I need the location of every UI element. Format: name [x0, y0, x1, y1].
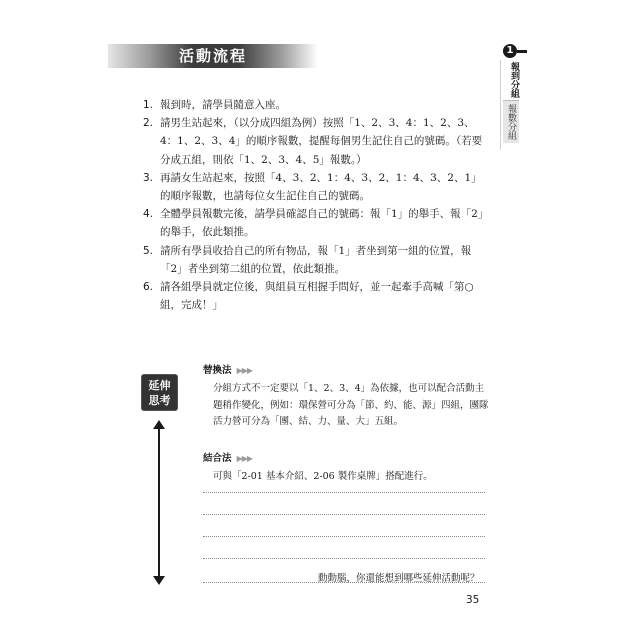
combine-method-title: 結合法 — [203, 453, 232, 464]
writing-line — [203, 558, 485, 559]
step-text: 全體學員報數完後，請學員確認自己的號碼：報「1」的舉手、報「2」的舉手，依此類推。 — [160, 208, 489, 239]
chapter-label: 報到分組 — [509, 62, 519, 98]
vertical-arrow-line — [158, 428, 160, 576]
alt-method-section — [203, 358, 491, 431]
activity-steps — [143, 96, 491, 314]
step-text: 請男生站起來，（以分成四組為例）按照「1、2、3、4：1、2、3、4：1、2、3、4」的順序報數，提醒每個男生記住自己的號碼。（若要分成五組，則依「1、2、3、4、5」報數。） — [160, 117, 483, 166]
step-text: 請所有學員收拾自己的所有物品，報「1」者坐到第一組的位置，報「2」者坐到第二組的位置，依此類推。 — [160, 244, 472, 275]
step-number: 6. — [143, 281, 154, 294]
writing-line — [203, 536, 485, 537]
step-item — [143, 169, 491, 205]
combine-method-body: 可與「2-01 基本介紹、2-06 製作桌牌」搭配進行。 — [213, 471, 433, 482]
writing-line — [203, 514, 485, 515]
page-number: 35 — [466, 594, 480, 606]
side-tab-divider — [500, 60, 501, 150]
step-text: 再請女生站起來，按照「4、3、2、1：4、3、2、1：4、3、2、1」的順序報數，也請每位女生記住自己的號碼。 — [160, 171, 482, 203]
step-number: 1. — [143, 99, 154, 111]
combine-method-section — [203, 446, 491, 486]
alt-method-body: 分組方式不一定要以「1、2、3、4」為依據，也可以配合活動主題稍作變化，例如：環保營可分為「節、約、能、源」四組，團隊活力營可分為「團、結、力、量、大」五組。 — [213, 383, 489, 427]
chapter-tab-line — [517, 50, 527, 53]
arrow-down-icon — [153, 576, 165, 585]
step-number: 4. — [143, 208, 154, 221]
step-item — [143, 242, 491, 278]
step-number: 5. — [143, 244, 154, 257]
triangle-arrows-icon: ▶▶▶ — [236, 366, 253, 375]
step-item — [143, 205, 491, 241]
alt-method-title: 替換法 — [203, 365, 232, 376]
extension-label-line2: 思考 — [148, 394, 171, 407]
step-item — [143, 114, 491, 169]
page-title: 活動流程 — [178, 47, 247, 65]
step-item — [143, 278, 491, 314]
extension-thinking-box — [141, 374, 178, 411]
triangle-arrows-icon: ▶▶▶ — [236, 454, 253, 463]
section-tab: 報數分組 — [503, 100, 519, 143]
writing-line — [203, 492, 485, 493]
step-text: 報到時，請學員隨意入座。 — [160, 99, 286, 111]
chapter-number-badge: 1 — [503, 44, 517, 58]
step-number: 2. — [143, 117, 154, 130]
extension-label-line1: 延伸 — [148, 379, 171, 392]
extension-question: 動動腦，你還能想到哪些延伸活動呢？ — [318, 573, 480, 584]
step-text: 請各組學員就定位後，與組員互相握手問好，並一起牽手高喊「第○組，完成！」 — [160, 281, 474, 312]
step-number: 3. — [143, 171, 154, 184]
step-item — [143, 96, 491, 114]
